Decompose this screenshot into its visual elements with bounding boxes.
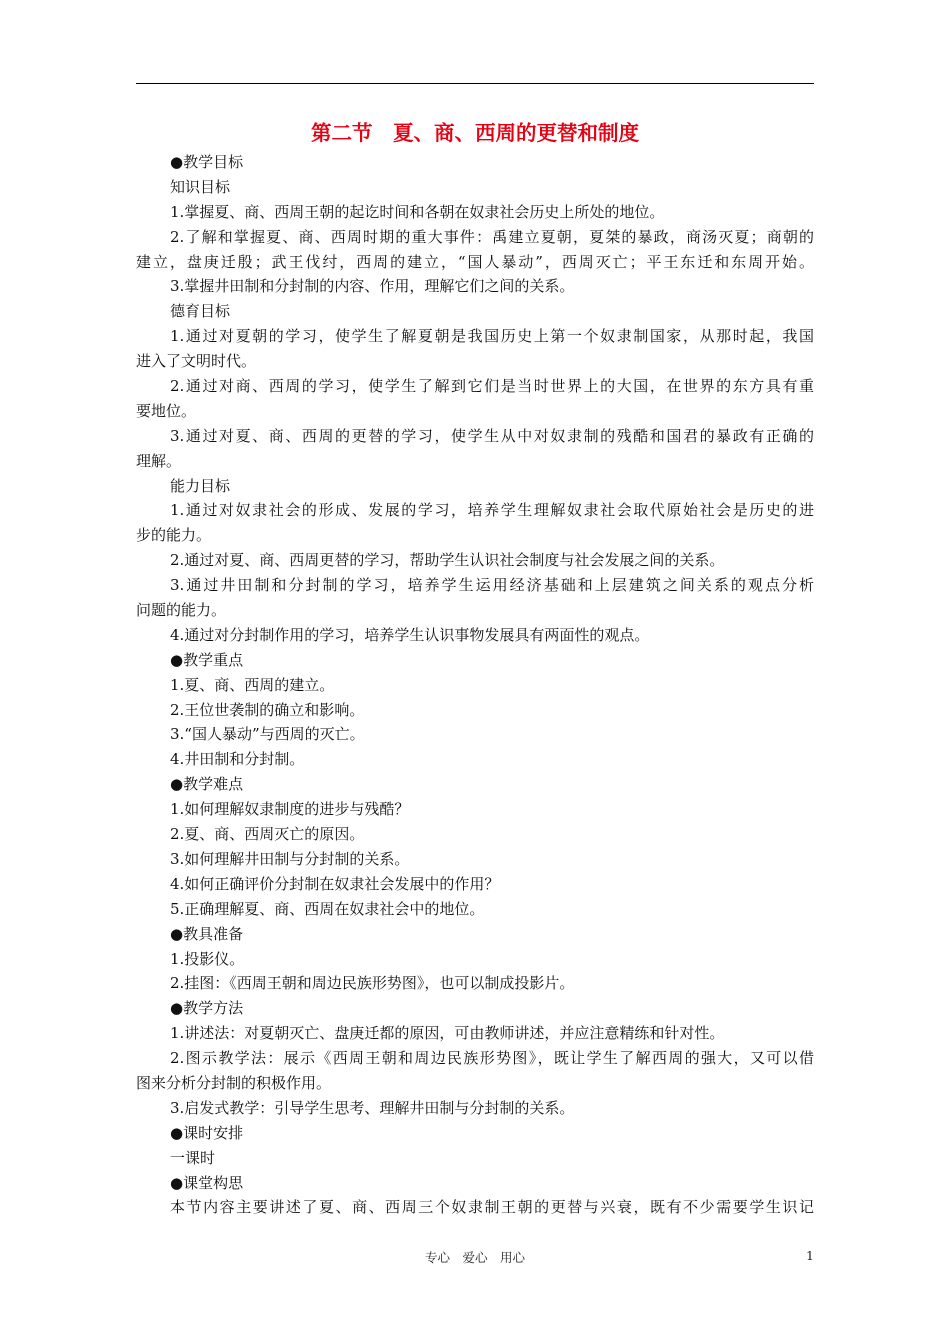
- body-line: 1.如何理解奴隶制度的进步与残酷？: [170, 800, 410, 819]
- body-line: 图来分析分封制的积极作用。: [136, 1073, 332, 1092]
- page-number: 1: [806, 1248, 814, 1263]
- body-line: 3.掌握井田制和分封制的内容、作用，理解它们之间的关系。: [170, 277, 575, 296]
- section-heading: ●教具准备: [170, 924, 244, 943]
- body-line: 要地位。: [136, 401, 197, 420]
- body-line: 2.挂图：《西周王朝和周边民族形势图》，也可以制成投影片。: [170, 974, 575, 993]
- section-heading: ●课堂构思: [170, 1173, 244, 1192]
- body-line: 知识目标: [170, 177, 231, 196]
- body-line: 一课时: [170, 1148, 216, 1167]
- section-heading: ●教学重点: [170, 650, 244, 669]
- document-body: [136, 150, 814, 1220]
- body-line: 问题的能力。: [136, 601, 227, 620]
- body-line: 1.讲述法：对夏朝灭亡、盘庚迁都的原因，可由教师讲述，并应注意精练和针对性。: [170, 1024, 725, 1043]
- page-title: 第二节 夏、商、西周的更替和制度: [311, 121, 639, 145]
- body-line: 2.通过对夏、商、西周更替的学习，帮助学生认识社会制度与社会发展之间的关系。: [170, 551, 725, 570]
- body-line: 1.通过对夏朝的学习，使学生了解夏朝是我国历史上第一个奴隶制国家，从那时起，我国: [170, 327, 814, 346]
- body-line: 1.掌握夏、商、西周王朝的起讫时间和各朝在奴隶社会历史上所处的地位。: [170, 202, 665, 221]
- body-line: 步的能力。: [136, 526, 212, 545]
- body-line: 4.如何正确评价分封制在奴隶社会发展中的作用？: [170, 874, 500, 893]
- section-heading: ●教学方法: [170, 999, 244, 1018]
- body-line: 2.夏、商、西周灭亡的原因。: [170, 825, 365, 844]
- body-line: 1.夏、商、西周的建立。: [170, 675, 335, 694]
- body-line: 3.“国人暴动”与西周的灭亡。: [170, 725, 365, 744]
- body-line: 3.通过对夏、商、西周的更替的学习，使学生从中对奴隶制的残酷和国君的暴政有正确的: [170, 426, 814, 445]
- body-line: 3.如何理解井田制与分封制的关系。: [170, 849, 410, 868]
- body-line: 2.王位世袭制的确立和影响。: [170, 700, 365, 719]
- body-line: 德育目标: [170, 302, 231, 321]
- body-line: 本节内容主要讲述了夏、商、西周三个奴隶制王朝的更替与兴衰，既有不少需要学生识记: [170, 1198, 814, 1217]
- body-line: 能力目标: [170, 476, 231, 495]
- body-line: 3.通过井田制和分封制的学习，培养学生运用经济基础和上层建筑之间关系的观点分析: [170, 576, 814, 595]
- footer-text: 专心 爱心 用心: [424, 1250, 525, 1265]
- body-line: 1.通过对奴隶社会的形成、发展的学习，培养学生理解奴隶社会取代原始社会是历史的进: [170, 501, 814, 520]
- body-line: 2.图示教学法：展示《西周王朝和周边民族形势图》，既让学生了解西周的强大，又可以借: [170, 1049, 814, 1068]
- body-line: 3.启发式教学：引导学生思考、理解井田制与分封制的关系。: [170, 1098, 575, 1117]
- header-rule: [136, 83, 814, 84]
- body-line: 4.井田制和分封制。: [170, 750, 305, 769]
- body-line: 2.通过对商、西周的学习，使学生了解到它们是当时世界上的大国，在世界的东方具有重: [170, 377, 814, 396]
- section-heading: ●教学目标: [170, 153, 244, 171]
- body-line: 1.投影仪。: [170, 949, 245, 968]
- section-heading: ●教学难点: [170, 775, 244, 794]
- section-heading: ●课时安排: [170, 1123, 244, 1142]
- body-line: 5.正确理解夏、商、西周在奴隶社会中的地位。: [170, 899, 485, 918]
- body-line: 进入了文明时代。: [136, 352, 257, 371]
- body-line: 理解。: [136, 451, 182, 470]
- body-line: 2.了解和掌握夏、商、西周时期的重大事件：禹建立夏朝，夏桀的暴政，商汤灭夏；商朝的: [170, 227, 814, 246]
- body-line: 4.通过对分封制作用的学习，培养学生认识事物发展具有两面性的观点。: [170, 625, 650, 644]
- body-line: 建立，盘庚迁殷；武王伐纣，西周的建立，“国人暴动”，西周灭亡；平王东迁和东周开始。: [136, 252, 814, 271]
